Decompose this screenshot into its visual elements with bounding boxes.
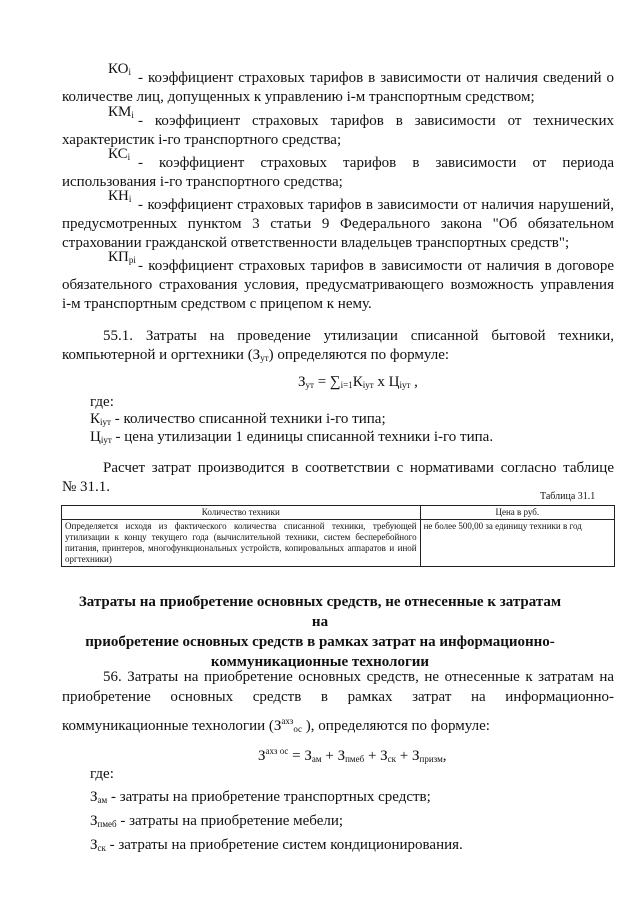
coef-ks-line1: - коэффициент страховых тарифов в зависимости от периода (138, 155, 614, 171)
coef-ks-line2: использования i-го транспортного средства; (62, 174, 343, 190)
coef-ko-line2: количестве лиц, допущенных к управлению i-м транспортным средством; (62, 89, 535, 105)
section-heading-line2: приобретение основных средств в рамках затрат на информационно- (85, 634, 555, 650)
coef-ko-line1: - коэффициент страховых тарифов в зависимости от наличия сведений о (138, 70, 614, 86)
table-header-quantity: Количество техники (62, 506, 421, 520)
coef-km-line2: характеристик i-го транспортного средства; (62, 132, 342, 148)
formula-56: $З^{ахз ос} = З_{ам} + З_{пмеб} + З_{ск} + З_{призм}$, (258, 746, 447, 764)
calc-note-line2: № 31.1. (62, 479, 111, 495)
coef-ko-symbol: $КО_i$ (108, 61, 131, 77)
where2-item-sk: $З_{ск}$ - затраты на приобретение систем кондиционирования. (90, 837, 463, 853)
coef-kn-line3: страховании гражданской ответственности владельцев транспортных средств"; (62, 235, 570, 251)
coef-kp-line2: обязательного страхования условия, предусматривающего возможность управления (62, 277, 614, 293)
table-caption: Таблица 31.1 (540, 491, 596, 502)
coef-km-line1: - коэффициент страховых тарифов в зависимости от технических (138, 113, 614, 129)
table-header-price: Цена в руб. (420, 506, 614, 520)
coef-km-symbol: $КМ_i$ (108, 104, 134, 120)
calc-note-line1: Расчет затрат производится в соответствии с нормативами согласно таблице (103, 460, 614, 476)
table-row (62, 520, 615, 567)
table-cell-price: не более 500,00 за единицу техники в год (420, 520, 614, 567)
where1-def1: $К_{iут}$ - количество списанной техники i-го типа; (90, 411, 386, 427)
where1-def2: $Ц_{iут}$ - цена утилизации 1 единицы списанной техники i-го типа. (90, 429, 494, 445)
p55-line1: 55.1. Затраты на проведение утилизации списанной бытовой техники, (103, 328, 614, 344)
table-header-row (62, 506, 615, 520)
coef-kn-symbol: $КН_i$ (108, 188, 132, 204)
coef-kn-line1: - коэффициент страховых тарифов в зависимости от наличия нарушений, (138, 197, 614, 213)
where2-label: где: (90, 766, 114, 782)
formula-55: $З_{ут} = \sum_{i=1}К_{iут}$ x $Ц_{iут}$ , (298, 374, 418, 390)
section-heading-line3: коммуникационные технологии (210, 654, 430, 670)
section-heading-line1: Затраты на приобретение основных средств, не отнесенные к затратам на (78, 594, 562, 630)
coef-kp-line1: - коэффициент страховых тарифов в зависимости от наличия в договоре (138, 258, 614, 274)
p56-line1: 56. Затраты на приобретение основных средств, не отнесенные к затратам на (103, 669, 614, 685)
norms-table (61, 505, 615, 567)
p55-line2: компьютерной и оргтехники $(З_{ут})$ определяются по формуле: (62, 347, 450, 363)
where2-item-pmeb: $З_{пмеб}$ - затраты на приобретение мебели; (90, 813, 344, 829)
where2-item-am: $З_{ам}$ - затраты на приобретение транспортных средств; (90, 789, 431, 805)
coef-kn-line2: предусмотренных пунктом 3 статьи 9 Федерального закона "Об обязательном (62, 216, 614, 232)
p56-line2: приобретение основных средств в рамках затрат на информационно- (62, 689, 614, 705)
coef-kp-line3: i-м транспортным средством с прицепом к нему. (62, 296, 372, 312)
where1-label: где: (90, 394, 114, 410)
coef-kp-symbol: $КП_{pi}$ (108, 249, 136, 265)
table-cell-quantity: Определяется исходя из фактического количества списанной техники, требующей утилизации к концу текущего года (вычислительной техники, систем бесперебойного питания, принтеров, многофункциональных устройств, копировальных аппаратов и иной оргтехники) (62, 520, 421, 567)
p56-line3: коммуникационные технологии ($З^{ахз}_{ос}$ ), определяются по формуле: (62, 716, 490, 734)
section-heading (70, 592, 570, 672)
coef-ks-symbol: $КС_i$ (108, 146, 131, 162)
